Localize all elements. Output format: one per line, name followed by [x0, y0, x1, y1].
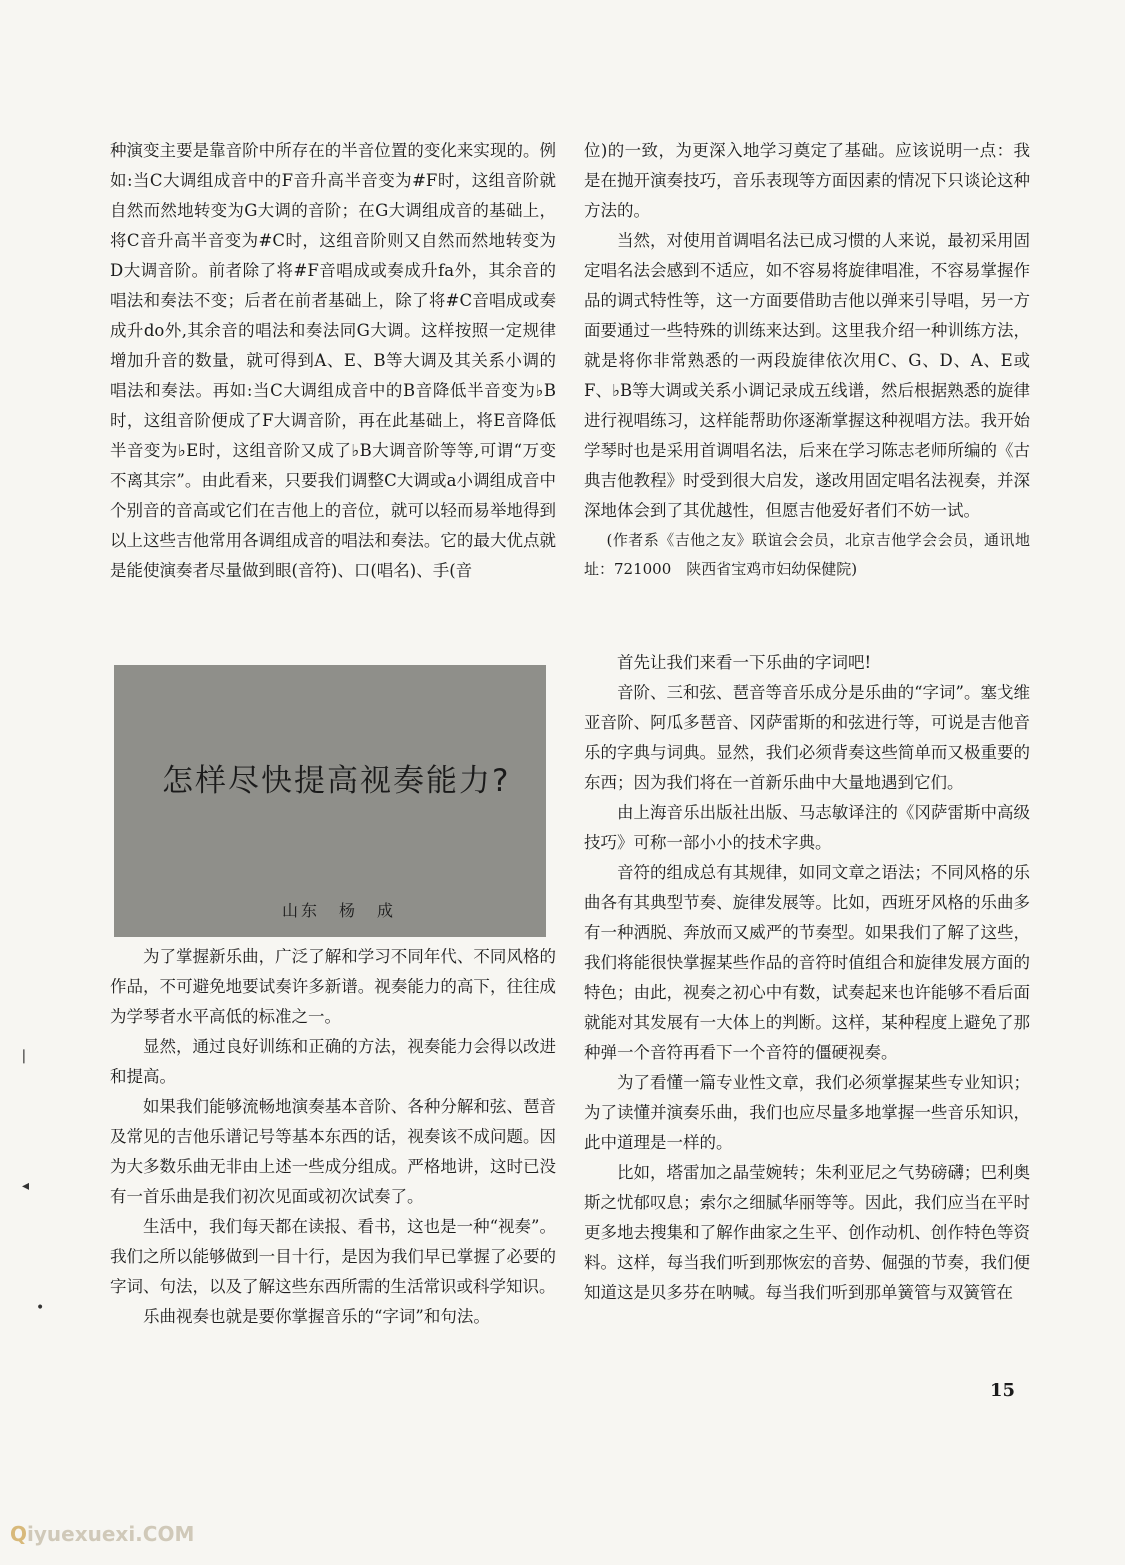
- scan-mark: ❘: [18, 1048, 30, 1064]
- article-title-banner: [114, 665, 546, 937]
- author-note: (作者系《吉他之友》联谊会会员，北京吉他学会会员，通讯地址：721000 陕西省宝鸡市妇幼保健院): [584, 531, 1030, 578]
- page-number: 15: [990, 1380, 1016, 1401]
- paragraph: 比如，塔雷加之晶莹婉转；朱利亚尼之气势磅礴；巴利奥斯之忧郁叹息；索尔之细腻华丽等等。因此，我们应当在平时更多地去搜集和了解作曲家之生平、创作动机、创作特色等资料。这样，每当我们听到那恢宏的音势、倔强的节奏，我们便知道这是贝多芬在呐喊。每当我们听到那单簧管与双簧管在: [584, 1163, 1030, 1302]
- paragraph: 位)的一致，为更深入地学习奠定了基础。应该说明一点：我是在抛开演奏技巧，音乐表现等方面因素的情况下只谈论这种方法的。: [584, 141, 1030, 220]
- scan-mark: •: [36, 1300, 45, 1316]
- paragraph: 种演变主要是靠音阶中所存在的半音位置的变化来实现的。例如:当C大调组成音中的F音升高半音变为#F时，这组音阶就自然而然地转变为G大调的音阶；在G大调组成音的基础上，将C音升高半音变为#C时，这组音阶则又自然而然地转变为D大调音阶。前者除了将#F音唱成或奏成升fa外，其余音的唱法和奏法不变；后者在前者基础上，除了将#C音唱成或奏成升do外,其余音的唱法和奏法同G大调。这样按照一定规律增加升音的数量，就可得到A、E、B等大调及其关系小调的唱法和奏法。再如:当C大调组成音中的B音降低半音变为♭B时，这组音阶便成了F大调音阶，再在此基础上，将E音降低半音变为♭E时，这组音阶又成了♭B大调音阶等等,可谓“万变不离其宗”。由此看来，只要我们调整C大调或a小调组成音中个别音的音高或它们在吉他上的音位，就可以轻而易举地得到以上这些吉他常用各调组成音的唱法和奏法。它的最大优点就是能使演奏者尽量做到眼(音符)、口(唱名)、手(音: [110, 141, 556, 580]
- left-column-bottom: [110, 942, 556, 1332]
- paragraph: 如果我们能够流畅地演奏基本音阶、各种分解和弦、琶音及常见的吉他乐谱记号等基本东西的话，视奏该不成问题。因为大多数乐曲无非由上述一些成分组成。严格地讲，这时已没有一首乐曲是我们初次见面或初次试奏了。: [110, 1097, 556, 1206]
- paragraph: 乐曲视奏也就是要你掌握音乐的“字词”和句法。: [143, 1307, 490, 1326]
- article-title: 怎样尽快提高视奏能力?: [162, 763, 511, 799]
- paragraph: 为了掌握新乐曲，广泛了解和学习不同年代、不同风格的作品，不可避免地要试奏许多新谱。视奏能力的高下，往往成为学琴者水平高低的标准之一。: [110, 947, 556, 1026]
- paragraph: 音符的组成总有其规律，如同文章之语法；不同风格的乐曲各有其典型节奏、旋律发展等。比如，西班牙风格的乐曲多有一种洒脱、奔放而又威严的节奏型。如果我们了解了这些，我们将能很快掌握某些作品的音符时值组合和旋律发展方面的特色；由此，视奏之初心中有数，试奏起来也许能够不看后面就能对其发展有一大体上的判断。这样，某种程度上避免了那种弹一个音符再看下一个音符的僵硬视奏。: [584, 863, 1030, 1062]
- paragraph: 显然，通过良好训练和正确的方法，视奏能力会得以改进和提高。: [110, 1037, 556, 1086]
- paragraph: 首先让我们来看一下乐曲的字词吧!: [617, 653, 872, 672]
- right-column-bottom: [584, 648, 1030, 1308]
- paragraph: 由上海音乐出版社出版、马志敏译注的《冈萨雷斯中高级技巧》可称一部小小的技术字典。: [584, 803, 1030, 852]
- paragraph: 音阶、三和弦、琶音等音乐成分是乐曲的“字词”。塞戈维亚音阶、阿瓜多琶音、冈萨雷斯的和弦进行等，可说是吉他音乐的字典与词典。显然，我们必须背奏这些简单而又极重要的东西；因为我们将在一首新乐曲中大量地遇到它们。: [584, 683, 1030, 792]
- paragraph: 为了看懂一篇专业性文章，我们必须掌握某些专业知识；为了读懂并演奏乐曲，我们也应尽量多地掌握一些音乐知识，此中道理是一样的。: [584, 1073, 1030, 1152]
- paragraph: 当然，对使用首调唱名法已成习惯的人来说，最初采用固定唱名法会感到不适应，如不容易将旋律唱准，不容易掌握作品的调式特性等，这一方面要借助吉他以弹来引导唱，另一方面要通过一些特殊的训练来达到。这里我介绍一种训练方法，就是将你非常熟悉的一两段旋律依次用C、G、D、A、E或F、♭B等大调或关系小调记录成五线谱，然后根据熟悉的旋律进行视唱练习，这样能帮助你逐渐掌握这种视唱方法。我开始学琴时也是采用首调唱名法，后来在学习陈志老师所编的《古典吉他教程》时受到很大启发，遂改用固定唱名法视奏，并深深地体会到了其优越性，但愿吉他爱好者们不妨一试。: [584, 231, 1030, 520]
- article-author: 山东 杨 成: [282, 901, 397, 920]
- right-column-top: [584, 136, 1030, 584]
- left-column-top: [110, 136, 556, 586]
- watermark: Qiyuexuexi.COM: [10, 1522, 195, 1546]
- paragraph: 生活中，我们每天都在读报、看书，这也是一种“视奏”。我们之所以能够做到一目十行，是因为我们早已掌握了必要的字词、句法，以及了解这些东西所需的生活常识或科学知识。: [110, 1217, 556, 1296]
- scan-mark: ◂: [22, 1178, 30, 1194]
